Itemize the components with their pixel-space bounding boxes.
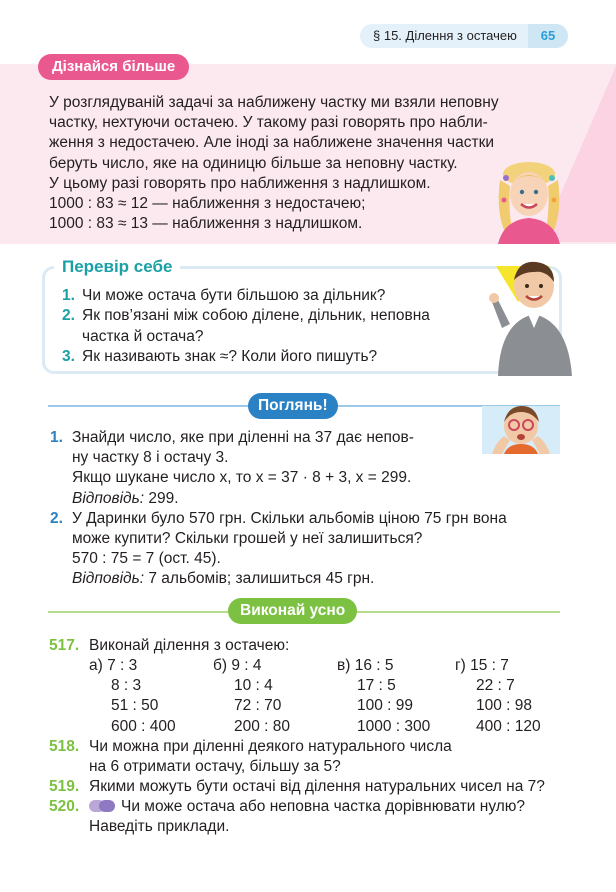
division-item: 600 : 400 [111, 717, 176, 735]
exercise-number: 518. [49, 738, 80, 755]
question-number: 1. [62, 287, 75, 304]
boy-illustration [488, 256, 574, 376]
learn-more-line: 1000 : 83 ≈ 13 — наближення з надлишком. [49, 215, 363, 233]
example-item [50, 509, 560, 529]
check-yourself-label: Перевір себе [54, 256, 180, 278]
section-header [360, 24, 568, 48]
division-item: 100 : 99 [357, 697, 414, 715]
learn-more-line: частку, нехтуючи остачею. У такому разі говорять про набли- [49, 114, 488, 132]
learn-more-line: 1000 : 83 ≈ 12 — наближення з недостачею; [49, 195, 366, 213]
division-item: 17 : 5 [357, 677, 396, 695]
division-item: в) 16 : 5 [337, 657, 394, 674]
look-examples [50, 428, 560, 590]
division-column-b [213, 656, 290, 737]
learn-more-line: беруть число, яке на одиницю більше за неповну частку. [49, 154, 458, 172]
question-item [62, 306, 482, 326]
example-number: 1. [50, 429, 63, 446]
example-text-cont: ну частку 8 і остачу 3. [72, 449, 229, 467]
division-item: 100 : 98 [476, 697, 533, 715]
answer-label: Відповідь: [72, 489, 145, 507]
answer-value: 7 альбомів; залишиться 45 грн. [144, 570, 375, 588]
question-number: 2. [62, 307, 75, 325]
division-item: 1000 : 300 [357, 717, 431, 735]
division-item: 8 : 3 [111, 677, 142, 695]
question-text: Як називають знак ≈? Коли його пишуть? [82, 347, 378, 365]
example-text: Знайди число, яке при діленні на 37 дає непов- [72, 429, 414, 446]
exercise-text: Чи може остача або неповна частка дорівнювати нулю? [121, 798, 526, 815]
example-number: 2. [50, 509, 63, 527]
exercise-517 [49, 636, 564, 656]
division-item: 200 : 80 [234, 717, 291, 735]
example-answer [50, 489, 560, 509]
exercise-520 [49, 797, 564, 837]
answer-value: 299. [144, 489, 179, 507]
exercise-519 [49, 777, 564, 797]
question-text-cont: частка й остача? [82, 327, 204, 345]
answer-label: Відповідь: [72, 570, 145, 588]
example-answer [50, 569, 560, 589]
division-item: 10 : 4 [234, 677, 273, 695]
division-item: б) 9 : 4 [213, 657, 262, 674]
learn-more-text [49, 93, 554, 234]
division-item: г) 15 : 7 [455, 657, 509, 674]
exercise-text: Виконай ділення з остачею: [89, 637, 290, 654]
example-solution [50, 468, 560, 488]
page-number: 65 [528, 24, 568, 48]
example-solution-text: Якщо шукане число x, то x = 37 · 8 + 3, x = 299. [72, 469, 412, 487]
exercise-number: 520. [49, 798, 80, 815]
exercise-number: 517. [49, 637, 80, 654]
learn-more-label: Дізнайся більше [38, 54, 189, 80]
question-number: 3. [62, 347, 75, 365]
exercise-number: 519. [49, 778, 80, 795]
division-item: а) 7 : 3 [89, 657, 138, 674]
division-column-c [337, 656, 430, 737]
division-item: 51 : 50 [111, 697, 159, 715]
exercise-518 [49, 737, 564, 777]
question-text: Чи може остача бути більшою за дільник? [82, 287, 386, 304]
question-item [62, 286, 482, 306]
exercise-text: Чи можна при діленні деякого натурального числа [89, 738, 452, 755]
learn-more-line: ження з недостачею. Але іноді за наближене значення частки [49, 134, 495, 152]
exercise-text-cont: на 6 отримати остачу, більшу за 5? [89, 758, 341, 776]
division-item: 72 : 70 [234, 697, 282, 715]
exercise-text: Якими можуть бути остачі від ділення натуральних чисел на 7? [89, 778, 545, 795]
learn-more-line: У розглядуваній задачі за наближену частку ми взяли неповну [49, 94, 499, 111]
pair-work-icon [89, 800, 115, 812]
example-text-cont: може купити? Скільки грошей у неї залишиться? [72, 530, 423, 548]
example-text: У Даринки було 570 грн. Скільки альбомів ціною 75 грн вона [72, 509, 507, 527]
question-text: Як пов’язані між собою ділене, дільник, неповна [82, 307, 430, 325]
division-column-a [89, 656, 176, 737]
example-item [50, 428, 560, 448]
learn-more-line: У цьому разі говорять про наближення з надлишком. [49, 174, 431, 192]
check-yourself-list [62, 286, 482, 367]
example-solution: 570 : 75 = 7 (ост. 45). [72, 550, 221, 568]
look-label: Поглянь! [248, 393, 338, 419]
division-item: 22 : 7 [476, 677, 515, 695]
section-title: § 15. Ділення з остачею [373, 28, 517, 43]
division-column-d [455, 656, 541, 737]
exercise-text-cont: Наведіть приклади. [89, 818, 230, 836]
division-item: 400 : 120 [476, 717, 541, 735]
do-orally-label: Виконай усно [228, 598, 357, 624]
question-item [62, 347, 482, 367]
girl-illustration [490, 160, 568, 244]
